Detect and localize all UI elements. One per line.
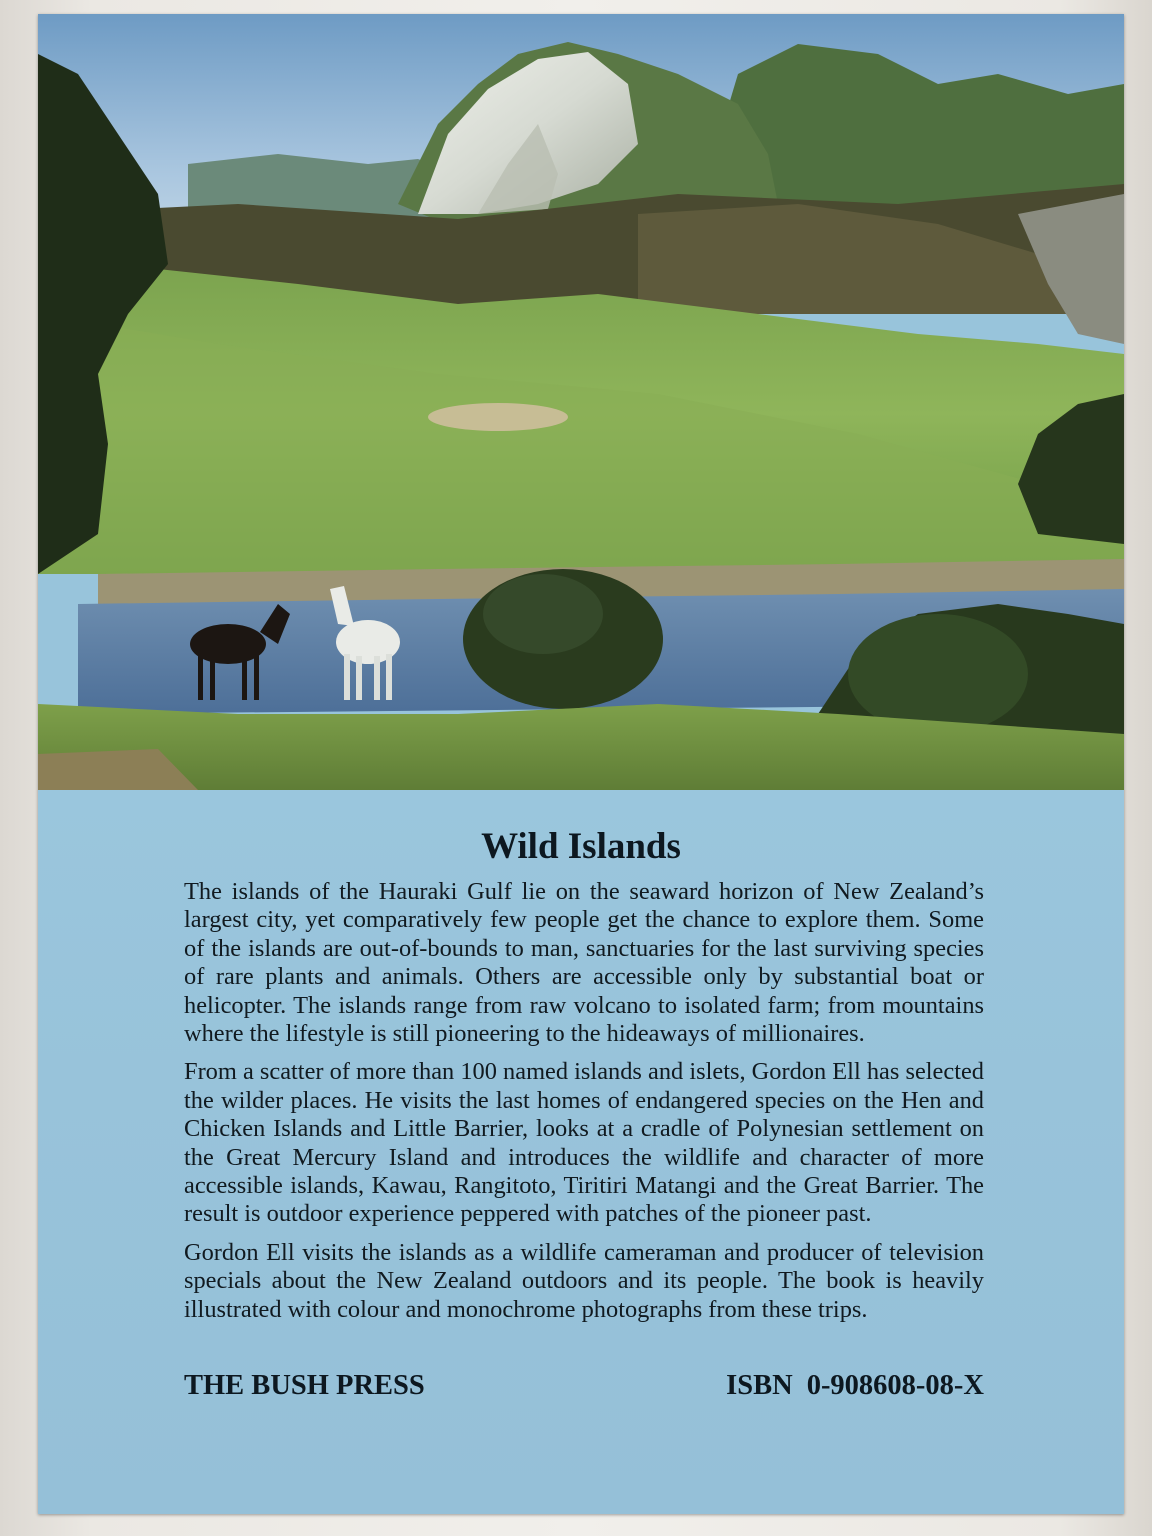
isbn-value: 0-908608-08-X	[806, 1370, 984, 1401]
isbn-label: ISBN	[726, 1370, 793, 1401]
cover-photograph	[38, 14, 1124, 790]
book-title: Wild Islands	[481, 826, 681, 867]
blurb-text	[184, 878, 984, 1334]
blurb-paragraph-2: From a scatter of more than 100 named islands and islets, Gordon Ell has selected the wilder places. He visits the last homes of endangered species on the Hen and Chicken Islands and Little Barrier, looks at a cradle of Polynesian settlement on the Great Mercury Island and introduces the wildlife and character of more accessible islands, Kawau, Rangitoto, Tiritiri Matangi and the Great Barrier. The result is outdoor experience peppered with patches of the pioneer past.	[184, 1058, 984, 1228]
blurb-panel	[38, 790, 1124, 1514]
book-back-cover	[38, 14, 1124, 1514]
blurb-paragraph-1: The islands of the Hauraki Gulf lie on the seaward horizon of New Zealand’s largest city, yet comparatively few people get the chance to explore them. Some of the islands are out-of-bounds to man, sanctuaries for the last surviving species of rare plants and animals. Others are accessible only by substantial boat or helicopter. The islands range from raw volcano to isolated farm; from mountains where the lifestyle is still pioneering to the hideaways of millionaires.	[184, 878, 984, 1048]
blurb-paragraph-3: Gordon Ell visits the islands as a wildlife cameraman and producer of television specials about the New Zealand outdoors and its people. The book is heavily illustrated with colour and monochrome photographs from these trips.	[184, 1238, 984, 1323]
publisher-name: THE BUSH PRESS	[184, 1370, 425, 1401]
isbn	[726, 1370, 984, 1402]
cover-footer	[184, 1370, 984, 1402]
